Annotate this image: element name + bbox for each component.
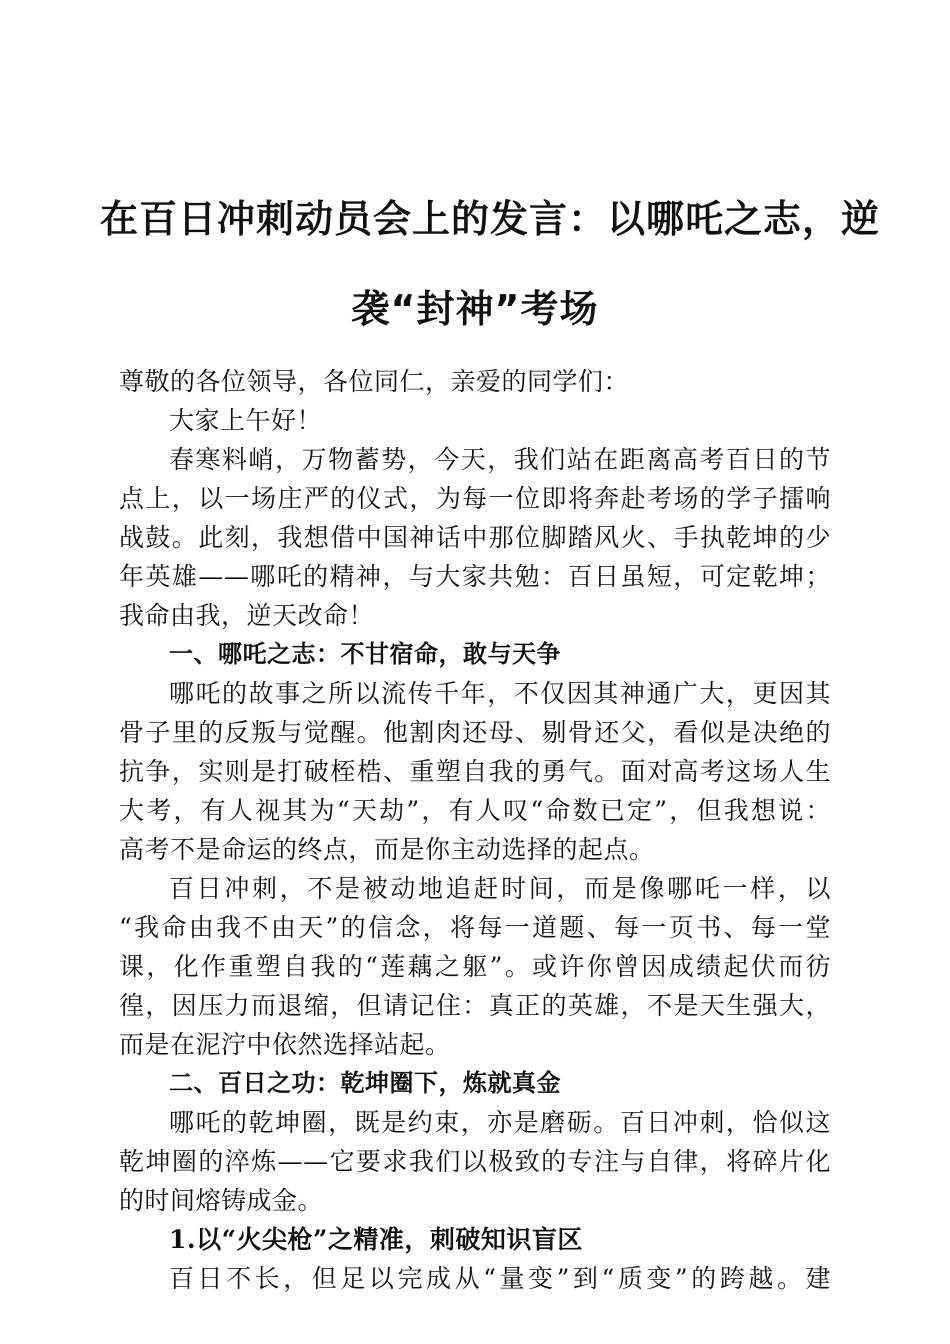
section-heading: 二、百日之功：乾坤圈下，炼就真金 bbox=[169, 1069, 561, 1097]
body-line: 徨，因压力而退缩，但请记住：真正的英雄，不是天生强大， bbox=[119, 991, 831, 1020]
body-line: 哪吒的乾坤圈，既是约束，亦是磨砺。百日冲刺，恰似这 bbox=[169, 1108, 831, 1137]
body-line: 百日冲刺，不是被动地追赶时间，而是像哪吒一样，以 bbox=[169, 874, 831, 903]
body-line: 课，化作重塑自我的“莲藕之躯”。或许你曾因成绩起伏而彷 bbox=[119, 952, 831, 981]
body-line: 点上，以一场庄严的仪式，为每一位即将奔赴考场的学子擂响 bbox=[119, 484, 831, 513]
body-line: 春寒料峭，万物蓄势，今天，我们站在距离高考百日的节 bbox=[169, 445, 831, 474]
body-line: 百日不长，但足以完成从“量变”到“质变”的跨越。建 bbox=[169, 1264, 831, 1293]
body-line: 战鼓。此刻，我想借中国神话中那位脚踏风火、手执乾坤的少 bbox=[119, 523, 831, 552]
document-body bbox=[119, 362, 831, 1298]
subsection-heading: 1.以“火尖枪”之精准，刺破知识盲区 bbox=[169, 1225, 583, 1254]
body-line: 大考，有人视其为“天劫”，有人叹“命数已定”，但我想说： bbox=[119, 796, 831, 825]
title-line-1: 在百日冲刺动员会上的发言：以哪吒之志，逆 bbox=[100, 197, 881, 241]
body-line: 尊敬的各位领导，各位同仁，亲爱的同学们： bbox=[119, 367, 630, 396]
title-line-2: 袭“封神”考场 bbox=[351, 287, 599, 331]
body-line: 大家上午好！ bbox=[169, 406, 323, 435]
body-line: 乾坤圈的淬炼——它要求我们以极致的专注与自律，将碎片化 bbox=[119, 1147, 831, 1176]
body-line: 哪吒的故事之所以流传千年，不仅因其神通广大，更因其 bbox=[169, 679, 831, 708]
body-line: “我命由我不由天”的信念，将每一道题、每一页书、每一堂 bbox=[119, 913, 831, 942]
body-line: 而是在泥泞中依然选择站起。 bbox=[119, 1030, 451, 1059]
document-title bbox=[100, 174, 881, 354]
body-line: 年英雄——哪吒的精神，与大家共勉：百日虽短，可定乾坤； bbox=[119, 562, 831, 591]
body-line: 高考不是命运的终点，而是你主动选择的起点。 bbox=[119, 835, 655, 864]
body-line: 我命由我，逆天改命！ bbox=[119, 601, 375, 630]
section-heading: 一、哪吒之志：不甘宿命，敢与天争 bbox=[169, 640, 561, 668]
body-line: 骨子里的反叛与觉醒。他割肉还母、剔骨还父，看似是决绝的 bbox=[119, 718, 831, 747]
body-line: 的时间熔铸成金。 bbox=[119, 1186, 324, 1215]
body-line: 抗争，实则是打破桎梏、重塑自我的勇气。面对高考这场人生 bbox=[119, 757, 831, 786]
